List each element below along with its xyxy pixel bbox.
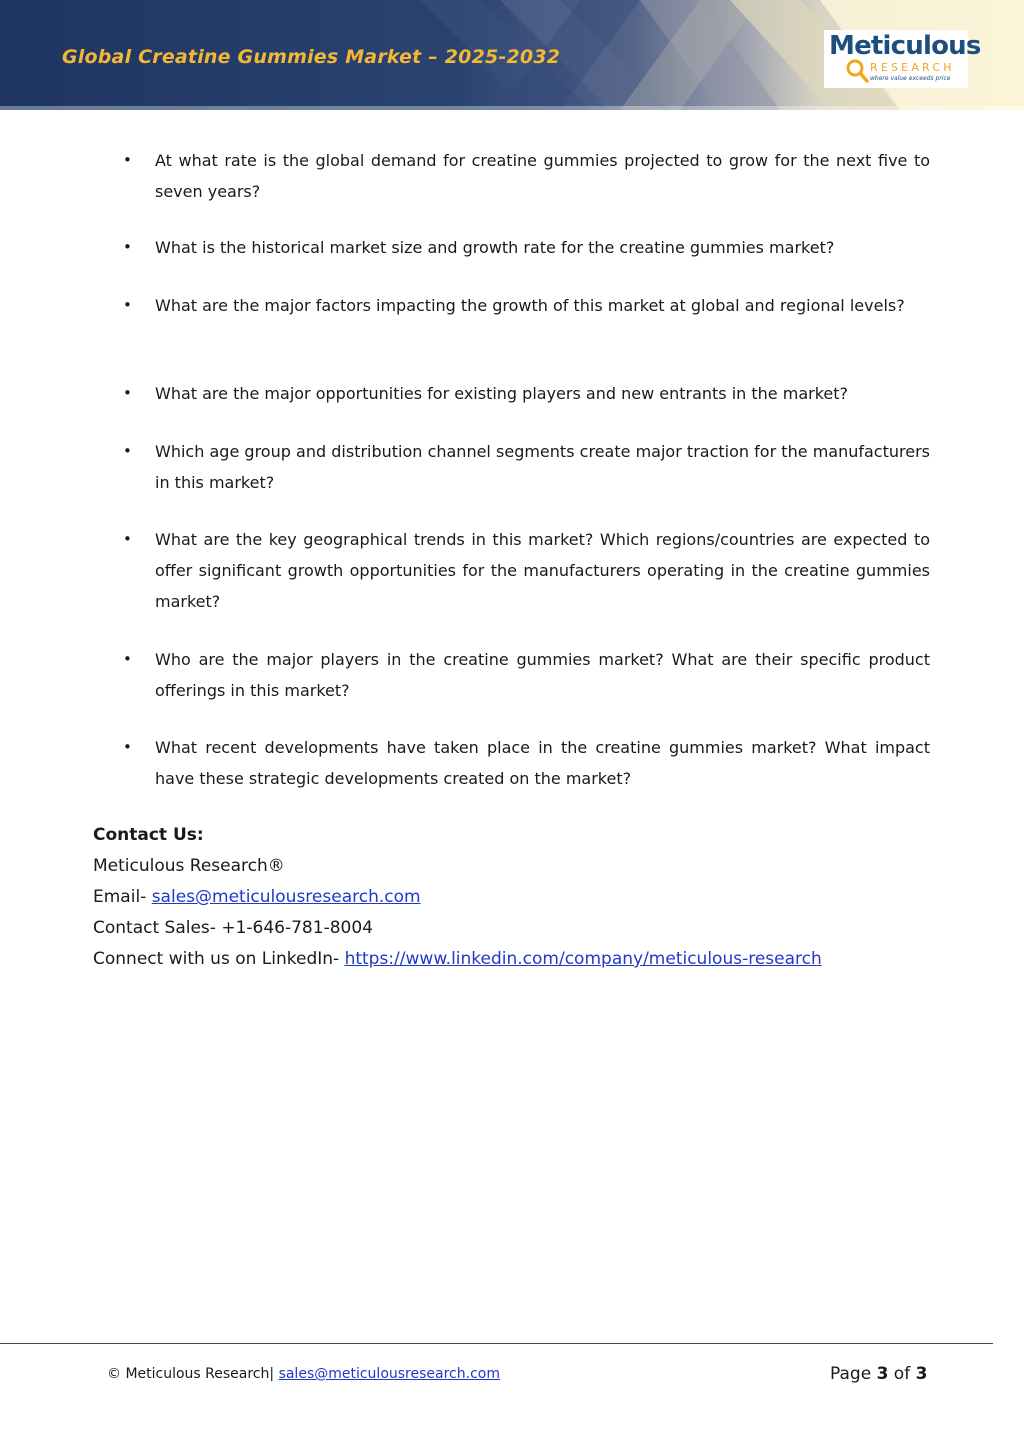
company-logo [824, 30, 981, 88]
linkedin-link[interactable]: https://www.linkedin.com/company/meticulous-research [344, 949, 822, 969]
footer-email-link[interactable]: sales@meticulousresearch.com [278, 1366, 500, 1382]
question-text: What are the major factors impacting the growth of this market at global and regional levels? [155, 296, 905, 315]
logo-subtitle: RESEARCH [870, 61, 955, 74]
copyright-text: © Meticulous Research| [107, 1366, 279, 1382]
question-text: What are the key geographical trends in this market? Which regions/countries are expected to offer significant growth opportunities for the manufacturers operating in the creatine gummies market? [155, 530, 930, 611]
linkedin-label: Connect with us on LinkedIn- [93, 949, 345, 969]
bullet-icon: • [123, 151, 132, 169]
page-word: Page [830, 1364, 877, 1384]
footer-copyright [107, 1366, 500, 1382]
page-current: 3 [876, 1364, 889, 1384]
phone-number: +1-646-781-8004 [221, 918, 373, 938]
phone-label: Contact Sales- [93, 918, 222, 938]
document-title: Global Creatine Gummies Market – 2025-2032 [62, 46, 561, 68]
page-number [830, 1364, 927, 1384]
footer-divider [0, 1343, 993, 1344]
email-link[interactable]: sales@meticulousresearch.com [151, 887, 421, 907]
question-text: Who are the major players in the creatine gummies market? What are their specific product offerings in this market? [155, 650, 930, 700]
phone-line [93, 913, 973, 944]
question-text: What are the major opportunities for existing players and new entrants in the market? [155, 384, 848, 403]
logo-brand: Meticulous [829, 31, 981, 61]
bullet-icon: • [123, 530, 132, 548]
bullet-icon: • [123, 442, 132, 460]
contact-section [93, 820, 973, 975]
page-header [0, 0, 1024, 110]
question-text: What is the historical market size and growth rate for the creatine gummies market? [155, 238, 835, 257]
question-text: What recent developments have taken place in the creatine gummies market? What impact have these strategic developments created on the market? [155, 738, 930, 788]
page-of: of [888, 1364, 916, 1384]
page-total: 3 [915, 1364, 928, 1384]
question-text: At what rate is the global demand for creatine gummies projected to grow for the next five to seven years? [155, 151, 930, 201]
question-text: Which age group and distribution channel segments create major traction for the manufacturers in this market? [155, 442, 930, 492]
magnifier-icon [845, 58, 869, 84]
bullet-icon: • [123, 238, 132, 256]
bullet-icon: • [123, 296, 132, 314]
email-line [93, 882, 973, 913]
company-name: Meticulous Research® [93, 856, 285, 876]
contact-heading: Contact Us: [93, 825, 204, 845]
bullet-icon: • [123, 384, 132, 402]
linkedin-line [93, 944, 973, 975]
bullet-icon: • [123, 738, 132, 756]
logo-tagline: where value exceeds price [870, 75, 951, 82]
email-label: Email- [93, 887, 152, 907]
bullet-icon: • [123, 650, 132, 668]
